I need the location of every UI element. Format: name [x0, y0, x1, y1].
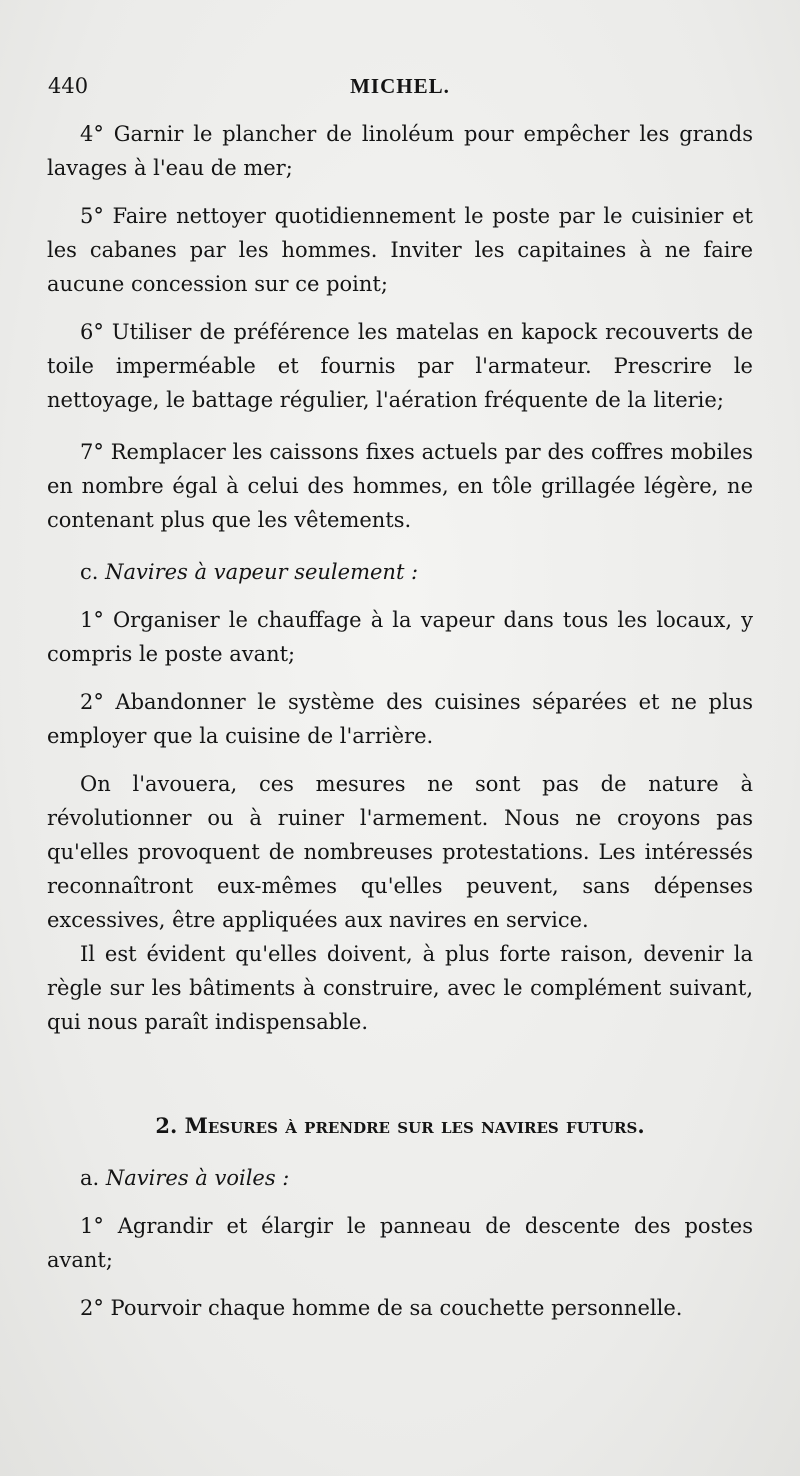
subsection-title: Navires à voiles : — [105, 1166, 290, 1190]
page-number: 440 — [48, 74, 89, 98]
paragraph-conclusion-1: On l'avouera, ces mesures ne sont pas de nature à révolutionner ou à ruiner l'armement. Nous ne croyons pas qu'elles provoquent de nombreuses protestations. Les intéressés reconnaîtront eux-mêmes qu'elles peuvent, sans dépenses excessives, être appliquées aux navires en service. — [47, 772, 753, 932]
paragraph-item-c1: 1° Organiser le chauffage à la vapeur dans tous les locaux, y compris le poste avant; — [47, 608, 753, 666]
paragraph-item-6: 6° Utiliser de préférence les matelas en kapock recouverts de toile imperméable et fournis par l'armateur. Prescrire le nettoyage, le battage régulier, l'aération fréquente de la literie; — [47, 320, 753, 412]
body-text — [47, 117, 753, 1325]
paragraph-item-c2: 2° Abandonner le système des cuisines séparées et ne plus employer que la cuisine de l'arrière. — [47, 690, 753, 748]
subsection-prefix: c. — [80, 560, 99, 584]
section-heading — [47, 1109, 753, 1143]
section-title: Mesures à prendre sur les navires futurs. — [184, 1113, 645, 1138]
paragraph-conclusion-2: Il est évident qu'elles doivent, à plus forte raison, devenir la règle sur les bâtiments à construire, avec le complément suivant, qui nous paraît indispensable. — [47, 942, 753, 1034]
paragraph-item-a2: 2° Pourvoir chaque homme de sa couchette personnelle. — [80, 1296, 683, 1320]
paragraph-item-5: 5° Faire nettoyer quotidiennement le poste par le cuisinier et les cabanes par les hommes. Inviter les capitaines à ne faire aucune concession sur ce point; — [47, 204, 753, 296]
page-header — [48, 74, 752, 104]
paragraph-item-4: 4° Garnir le plancher de linoléum pour empêcher les grands lavages à l'eau de mer; — [47, 122, 753, 180]
running-head: MICHEL. — [350, 74, 450, 98]
subsection-prefix: a. — [80, 1166, 100, 1190]
paragraph-item-7: 7° Remplacer les caissons fixes actuels par des coffres mobiles en nombre égal à celui des hommes, en tôle grillagée légère, ne contenant plus que les vêtements. — [47, 440, 753, 532]
section-number: 2. — [155, 1113, 178, 1138]
subsection-heading-c — [47, 555, 753, 589]
subsection-heading-a — [47, 1161, 753, 1195]
paragraph-item-a1: 1° Agrandir et élargir le panneau de descente des postes avant; — [47, 1214, 753, 1272]
subsection-title: Navires à vapeur seulement : — [105, 560, 419, 584]
